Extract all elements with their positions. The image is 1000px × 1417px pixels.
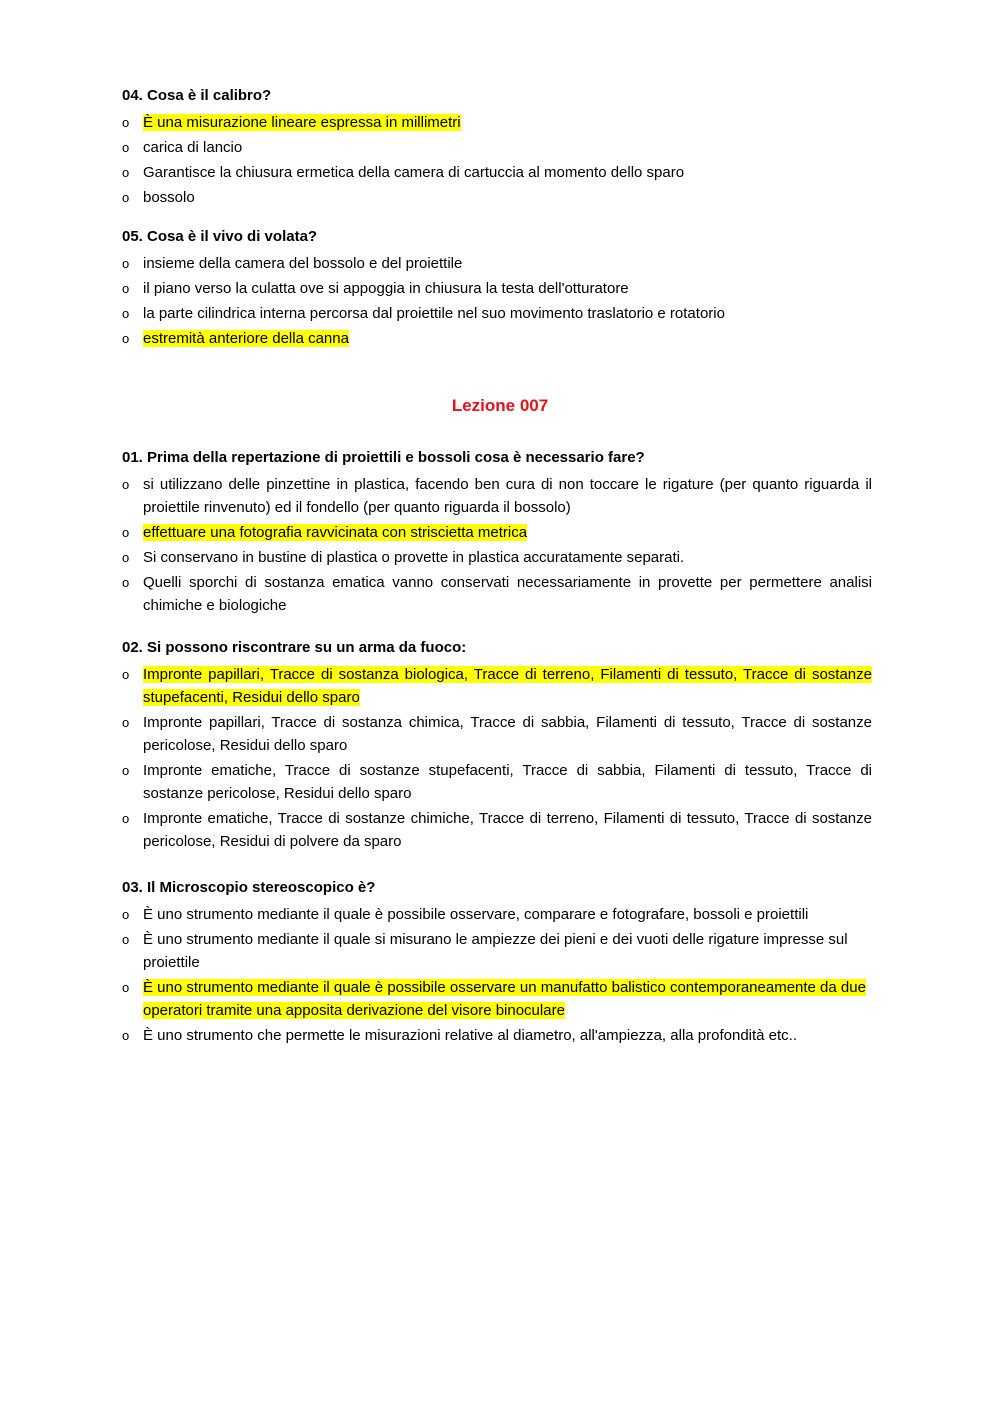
answer-list	[122, 663, 872, 853]
answer-item	[122, 136, 872, 159]
answer-item	[122, 521, 872, 544]
bullet-icon: o	[122, 477, 130, 492]
bullet-icon: o	[122, 115, 130, 130]
answer-item	[122, 976, 872, 1022]
answer-item	[122, 903, 872, 926]
answer-item	[122, 807, 872, 853]
answer-item	[122, 186, 872, 209]
question-block-04	[122, 86, 872, 211]
answer-text: Impronte ematiche, Tracce di sostanze chimiche, Tracce di terreno, Filamenti di tessuto, Tracce di sostanze pericolose, Residui di polvere da sparo	[143, 810, 872, 850]
bullet-icon: o	[122, 140, 130, 155]
answer-text-correct: È una misurazione lineare espressa in millimetri	[143, 114, 461, 131]
answer-item	[122, 928, 872, 974]
answer-text: insieme della camera del bossolo e del proiettile	[143, 255, 463, 272]
answer-text: Garantisce la chiusura ermetica della camera di cartuccia al momento dello sparo	[143, 164, 685, 181]
answer-item	[122, 1024, 872, 1047]
answer-item	[122, 759, 872, 805]
answer-text: Si conservano in bustine di plastica o provette in plastica accuratamente separati.	[143, 549, 685, 566]
bullet-icon: o	[122, 811, 130, 826]
bullet-icon: o	[122, 1028, 130, 1043]
answer-text-correct: È uno strumento mediante il quale è possibile osservare un manufatto balistico contemporaneamente da due operatori tramite una apposita derivazione del visore binoculare	[143, 979, 866, 1019]
answer-text: Impronte papillari, Tracce di sostanza chimica, Tracce di sabbia, Filamenti di tessuto, Tracce di sostanze pericolose, Residui dello sparo	[143, 714, 872, 754]
bullet-icon: o	[122, 980, 130, 995]
answer-text: bossolo	[143, 189, 195, 206]
answer-list	[122, 252, 872, 350]
bullet-icon: o	[122, 907, 130, 922]
question-text: 05. Cosa è il vivo di volata?	[122, 228, 318, 245]
bullet-icon: o	[122, 575, 130, 590]
answer-text: Impronte ematiche, Tracce di sostanze stupefacenti, Tracce di sabbia, Filamenti di tessuto, Tracce di sostanze pericolose, Residui dello sparo	[143, 762, 872, 802]
answer-list	[122, 111, 872, 209]
answer-item	[122, 663, 872, 709]
answer-text-correct: Impronte papillari, Tracce di sostanza biologica, Tracce di terreno, Filamenti di tessuto, Tracce di sostanze stupefacenti, Residui dello sparo	[143, 666, 872, 706]
answer-item	[122, 571, 872, 617]
answer-text-correct: effettuare una fotografia ravvicinata con striscietta metrica	[143, 524, 528, 541]
question-text: 03. Il Microscopio stereoscopico è?	[122, 879, 376, 896]
bullet-icon: o	[122, 256, 130, 271]
answer-text: il piano verso la culatta ove si appoggia in chiusura la testa dell'otturatore	[143, 280, 629, 297]
bullet-icon: o	[122, 281, 130, 296]
answer-text: È uno strumento mediante il quale si misurano le ampiezze dei pieni e dei vuoti delle rigature impresse sul proiettile	[143, 931, 848, 971]
answer-item	[122, 327, 872, 350]
answer-text-correct: estremità anteriore della canna	[143, 330, 349, 347]
bullet-icon: o	[122, 525, 130, 540]
question-text: 02. Si possono riscontrare su un arma da fuoco:	[122, 639, 467, 656]
bullet-icon: o	[122, 932, 130, 947]
question-block-l007-02	[122, 638, 872, 855]
answer-text: È uno strumento mediante il quale è possibile osservare, comparare e fotografare, bossoli e proiettili	[143, 906, 809, 923]
answer-item	[122, 252, 872, 275]
bullet-icon: o	[122, 667, 130, 682]
answer-item	[122, 161, 872, 184]
answer-item	[122, 277, 872, 300]
bullet-icon: o	[122, 306, 130, 321]
bullet-icon: o	[122, 763, 130, 778]
answer-item	[122, 711, 872, 757]
answer-list	[122, 903, 872, 1047]
answer-text: carica di lancio	[143, 139, 243, 156]
answer-item	[122, 302, 872, 325]
question-text: 04. Cosa è il calibro?	[122, 87, 272, 104]
answer-item	[122, 473, 872, 519]
answer-item	[122, 546, 872, 569]
question-block-l007-01	[122, 448, 872, 619]
lesson-title: Lezione 007	[451, 396, 549, 415]
answer-text: si utilizzano delle pinzettine in plastica, facendo ben cura di non toccare le rigature (per quanto riguarda il proiettile rinvenuto) ed il fondello (per quanto riguarda il bossolo)	[143, 476, 872, 516]
bullet-icon: o	[122, 715, 130, 730]
answer-list	[122, 473, 872, 617]
bullet-icon: o	[122, 190, 130, 205]
question-block-l007-03	[122, 878, 872, 1049]
bullet-icon: o	[122, 331, 130, 346]
answer-text: È uno strumento che permette le misurazioni relative al diametro, all'ampiezza, alla profondità etc..	[143, 1027, 798, 1044]
answer-item	[122, 111, 872, 134]
bullet-icon: o	[122, 550, 130, 565]
bullet-icon: o	[122, 165, 130, 180]
question-block-05	[122, 227, 872, 352]
question-text: 01. Prima della repertazione di proiettili e bossoli cosa è necessario fare?	[122, 449, 645, 466]
answer-text: la parte cilindrica interna percorsa dal proiettile nel suo movimento traslatorio e rotatorio	[143, 305, 725, 322]
answer-text: Quelli sporchi di sostanza ematica vanno conservati necessariamente in provette per permettere analisi chimiche e biologiche	[143, 574, 872, 614]
